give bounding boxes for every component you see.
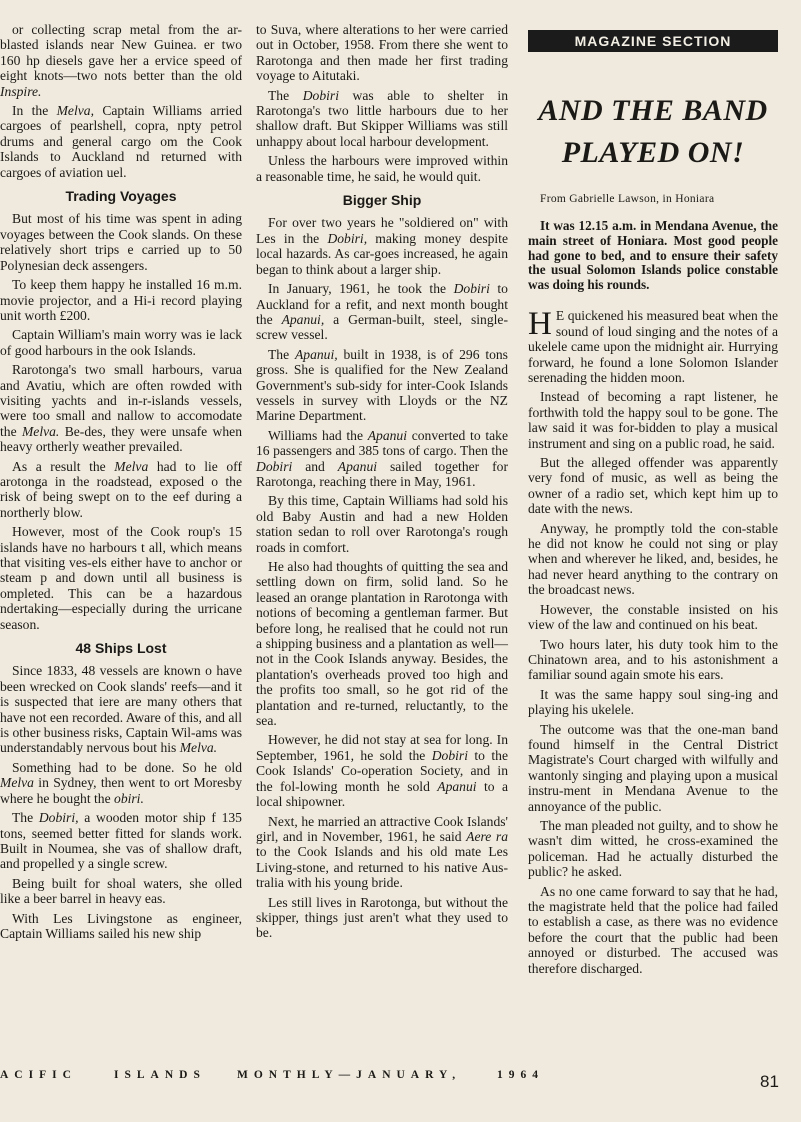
drop-cap: H xyxy=(528,306,552,343)
paragraph: or collecting scrap metal from the ar-blasted islands near New Guinea. er two 160 hp diesels gave her a ervice speed of eight knots—two nots better than the old Inspire. xyxy=(0,22,242,99)
paragraph: He also had thoughts of quitting the sea and settling down on firm, solid land. So he leased an orange plantation in Rarotonga with notions of becoming a gentleman farmer. But before long, he realised that he could not run a shipping business and a plantation as well—not in the Cook Islands anyway. Besides, the plantation's overheads proved too high and the profits too small, so he got rid of the plantation and re-turned, reluctantly, to the sea. xyxy=(256,559,508,729)
paragraph: The Dobiri, a wooden motor ship f 135 tons, seemed better fitted for slands work. Built in Noumea, she vas of shallow draft, and propelled y a single screw. xyxy=(0,810,242,872)
paragraph: However, the constable insisted on his view of the law and continued on his beat. xyxy=(528,601,778,633)
paragraph: But the alleged offender was apparently very fond of music, as well as being the owner of a radio set, which kept him up to date with the news. xyxy=(528,455,778,517)
paragraph: But most of his time was spent in ading voyages between the Cook slands. On these relatively short trips e carried up to 50 Polynesian deck assengers. xyxy=(0,211,242,273)
section-heading: 48 Ships Lost xyxy=(75,640,167,657)
paragraph: Williams had the Apanui converted to take 16 passengers and 385 tons of cargo. Then the Dobiri and Apanui sailed together for Rarotonga, reaching there in May, 1961. xyxy=(256,427,508,489)
paragraph: Anyway, he promptly told the con-stable he did not know he could not sing or play when and wherever he liked, and, besides, he had never heard anything to the contrary on the broadcast news. xyxy=(528,520,778,598)
section-heading: Trading Voyages xyxy=(65,188,177,205)
intro-paragraph: It was 12.15 a.m. in Mendana Avenue, the main street of Honiara. Most good people had gone to bed, and to ensure their safety the usual Solomon Islands police constable was doing his rounds. xyxy=(528,218,778,292)
article-column-3 xyxy=(528,30,778,980)
paragraph: For over two years he "soldiered on" with Les in the Dobiri, making money despite local hazards. As car-goes increased, he again began to think about a larger ship. xyxy=(256,215,508,277)
paragraph: Rarotonga's two small harbours, varua and Avatiu, which are often rowded with visiting yachts and in-r-islands vessels, were too small and nallow to accomodate the Melva. Be-des, they were unsafe when heavy ortherly weather prevailed. xyxy=(0,362,242,455)
footer-year: 1964 xyxy=(497,1069,544,1081)
paragraph: Since 1833, 48 vessels are known o have been wrecked on Cook slands' reefs—and it is suspected that iere are many others that have not een recorded. Aware of this, and all is other business risks, Captain Wil-ams was understandably nervous bout his Melva. xyxy=(0,663,242,756)
paragraph: The outcome was that the one-man band found himself in the Central District Magistrate's Court charged with wilfully and wantonly singing and playing upon a musical instru-ment in Mendana Avenue to the annoyance of the public. xyxy=(528,721,778,814)
paragraph: In the Melva, Captain Williams arried cargoes of pearlshell, copra, npty petrol drums and general cargo om the Cook Islands to Auckland nd returned with cargoes of aviation uel. xyxy=(0,103,243,180)
paragraph: With Les Livingstone as engineer, Captain Williams sailed his new ship xyxy=(0,910,242,941)
paragraph: It was the same happy soul sing-ing and playing his ukelele. xyxy=(528,686,778,718)
paragraph: Being built for shoal waters, she olled like a beer barrel in heavy eas. xyxy=(0,875,242,907)
byline: From Gabrielle Lawson, in Honiara xyxy=(540,193,715,205)
paragraph: Next, he married an attractive Cook Islands' girl, and in November, 1961, he said Aere ra to the Cook Islands and his old mate Les Living-stone, and returned to his native Aus-tralia with his young bride. xyxy=(256,813,508,891)
paragraph: Instead of becoming a rapt listener, he forthwith told the happy soul to be gone. The law said it was for-bidden to play a musical instrument and sing on a public road, he said. xyxy=(528,389,778,451)
paragraph: By this time, Captain Williams had sold his old Baby Austin and had a new Holden station sedan to roll over Rarotonga's rough roads in comfort. xyxy=(256,493,508,555)
article-column-1 xyxy=(0,22,242,945)
paragraph: Two hours later, his duty took him to the Chinatown area, and to his astonishment a familiar sound again smote his ears. xyxy=(528,636,778,683)
headline-line: AND THE BAND xyxy=(538,94,768,127)
paragraph: As no one came forward to say that he had, the magistrate held that the police had failed to establish a case, as there was no evidence before the court that the public had been annoyed or disturbed. The accused was therefore discharged. xyxy=(528,883,778,976)
footer-pacific: ACIFIC xyxy=(0,1069,77,1081)
footer-monthly: MONTHLY—JANUARY, xyxy=(237,1069,462,1081)
magazine-section-banner: MAGAZINE SECTION xyxy=(528,30,778,52)
paragraph: The Apanui, built in 1938, is of 296 tons gross. She is qualified for the New Zealand Government's sub-sidy for inter-Cook Islands vessels in survey with Lloyds or the NZ Marine Department. xyxy=(256,346,508,424)
paragraph: Something had to be done. So he old Melva in Sydney, then went to ort Moresby where he bought the obiri. xyxy=(0,759,242,806)
paragraph: The man pleaded not guilty, and to show he wasn't dim witted, he cross-examined the policeman. Had he actually disturbed the public? he asked. xyxy=(528,817,778,880)
paragraph: Unless the harbours were improved within a reasonable time, he said, he would quit. xyxy=(256,153,508,184)
paragraph: Les still lives in Rarotonga, but without the skipper, things just aren't what they used to be. xyxy=(256,894,508,941)
paragraph: to Suva, where alterations to her were carried out in October, 1958. From there she went to Rarotonga and then made her first trading voyage to Aitutaki. xyxy=(256,22,508,84)
paragraph: The Dobiri was able to shelter in Rarotonga's two little harbours due to her shallow draft. But Skipper Williams was still unhappy about local harbour development. xyxy=(256,87,508,149)
paragraph: Captain William's main worry was ie lack of good harbours in the ook Islands. xyxy=(0,327,242,358)
headline xyxy=(528,90,778,174)
paragraph: H E quickened his measured beat when the sound of loud singing and the notes of a ukelele came upon the midnight air. Hurrying forward, he found a lone Solomon Islander serenading the hidden moon. xyxy=(528,306,778,385)
headline-line: PLAYED ON! xyxy=(561,136,745,169)
page-number: 81 xyxy=(760,1072,779,1091)
footer-islands: ISLANDS xyxy=(114,1069,206,1081)
section-heading: Bigger Ship xyxy=(342,192,422,209)
paragraph: As a result the Melva had to lie off arotonga in the roadstead, exposed o the risk of being swept on to the eef during a northerly blow. xyxy=(0,458,242,520)
paragraph: To keep them happy he installed 16 m.m. movie projector, and a Hi-i record playing unit worth £200. xyxy=(0,277,242,323)
paragraph: However, most of the Cook roup's 15 islands have no harbours t all, which means that visiting ves-els either have to anchor or steam p and down until all business is ompleted. This can be a hazardous ndertaking—especially during the urricane season. xyxy=(0,524,242,632)
paragraph: However, he did not stay at sea for long. In September, 1961, he sold the Dobiri to the Cook Islands' Co-operation Society, and in the fol-lowing month he sold Apanui to a local shipowner. xyxy=(256,732,508,810)
paragraph: In January, 1961, he took the Dobiri to Auckland for a refit, and next month bought the Apanui, a German-built, steel, single-screw vessel. xyxy=(256,281,508,343)
article-column-2 xyxy=(256,22,508,945)
